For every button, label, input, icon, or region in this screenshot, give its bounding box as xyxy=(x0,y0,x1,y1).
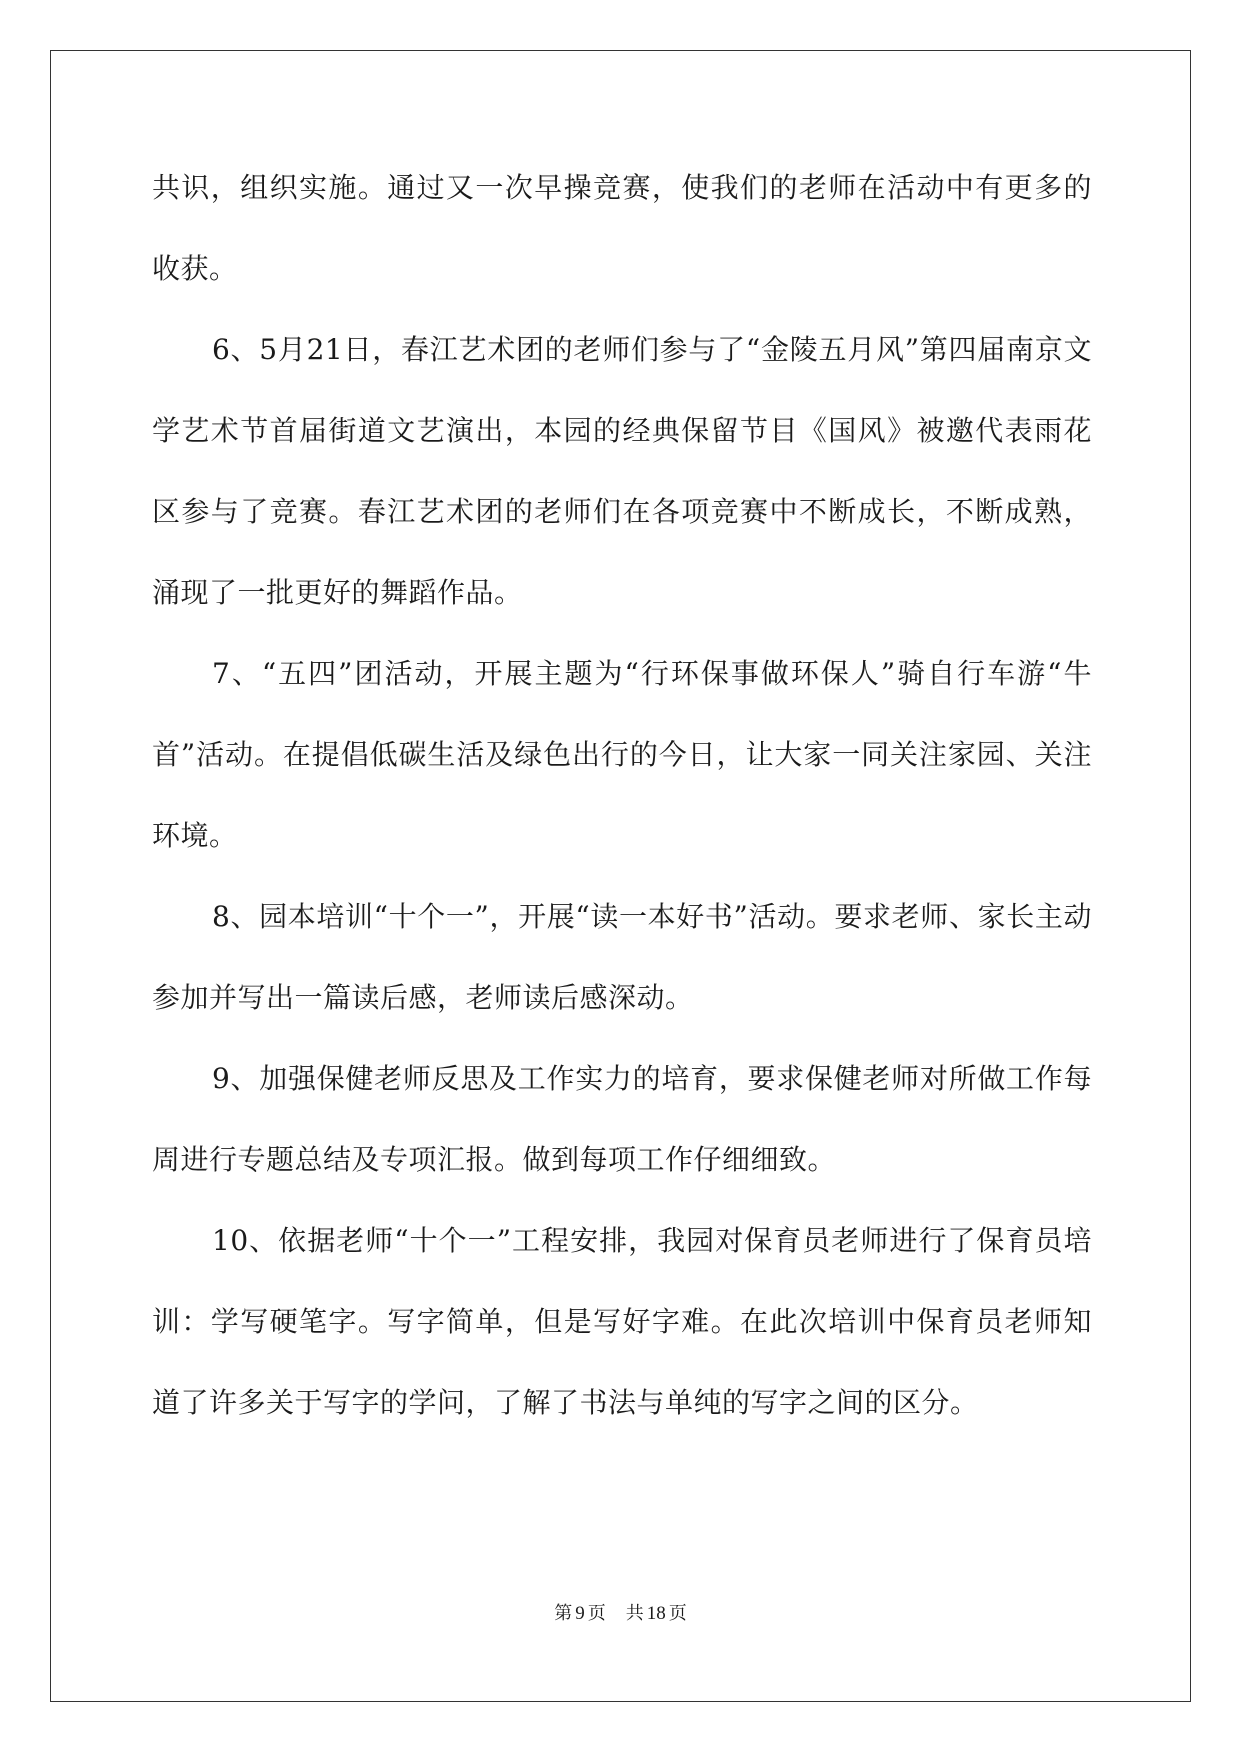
paragraph-item-7: 7、“五四”团活动，开展主题为“行环保事做环保人”骑自行车游“牛首”活动。在提倡低碳生活及绿色出行的今日，让大家一同关注家园、关注环境。 xyxy=(152,657,1092,852)
footer-total-prefix: 共 xyxy=(625,1603,644,1624)
paragraph-item-8: 8、园本培训“十个一”，开展“读一本好书”活动。要求老师、家长主动参加并写出一篇读后感，老师读后感深动。 xyxy=(152,900,1092,1014)
paragraph-continuation: 共识，组织实施。通过又一次早操竞赛，使我们的老师在活动中有更多的收获。 xyxy=(152,171,1092,285)
footer-prefix: 第 xyxy=(554,1603,573,1624)
paragraph-item-9: 9、加强保健老师反思及工作实力的培育，要求保健老师对所做工作每周进行专题总结及专项汇报。做到每项工作仔细细致。 xyxy=(152,1062,1092,1176)
current-page-number: 9 xyxy=(575,1603,585,1624)
document-body xyxy=(152,147,1092,1443)
page-footer xyxy=(0,1599,1241,1625)
paragraph-item-10: 10、依据老师“十个一”工程安排，我园对保育员老师进行了保育员培训：学写硬笔字。写字简单，但是写好字难。在此次培训中保育员老师知道了许多关于写字的学问，了解了书法与单纯的写字之间的区分。 xyxy=(152,1224,1092,1419)
paragraph-item-6: 6、5月21日，春江艺术团的老师们参与了“金陵五月风”第四届南京文学艺术节首届街道文艺演出，本园的经典保留节目《国风》被邀代表雨花区参与了竞赛。春江艺术团的老师们在各项竞赛中不断成长，不断成熟，涌现了一批更好的舞蹈作品。 xyxy=(152,333,1092,609)
total-pages-number: 18 xyxy=(646,1603,666,1624)
footer-page-suffix: 页 xyxy=(587,1603,606,1624)
footer-total-suffix: 页 xyxy=(668,1603,687,1624)
